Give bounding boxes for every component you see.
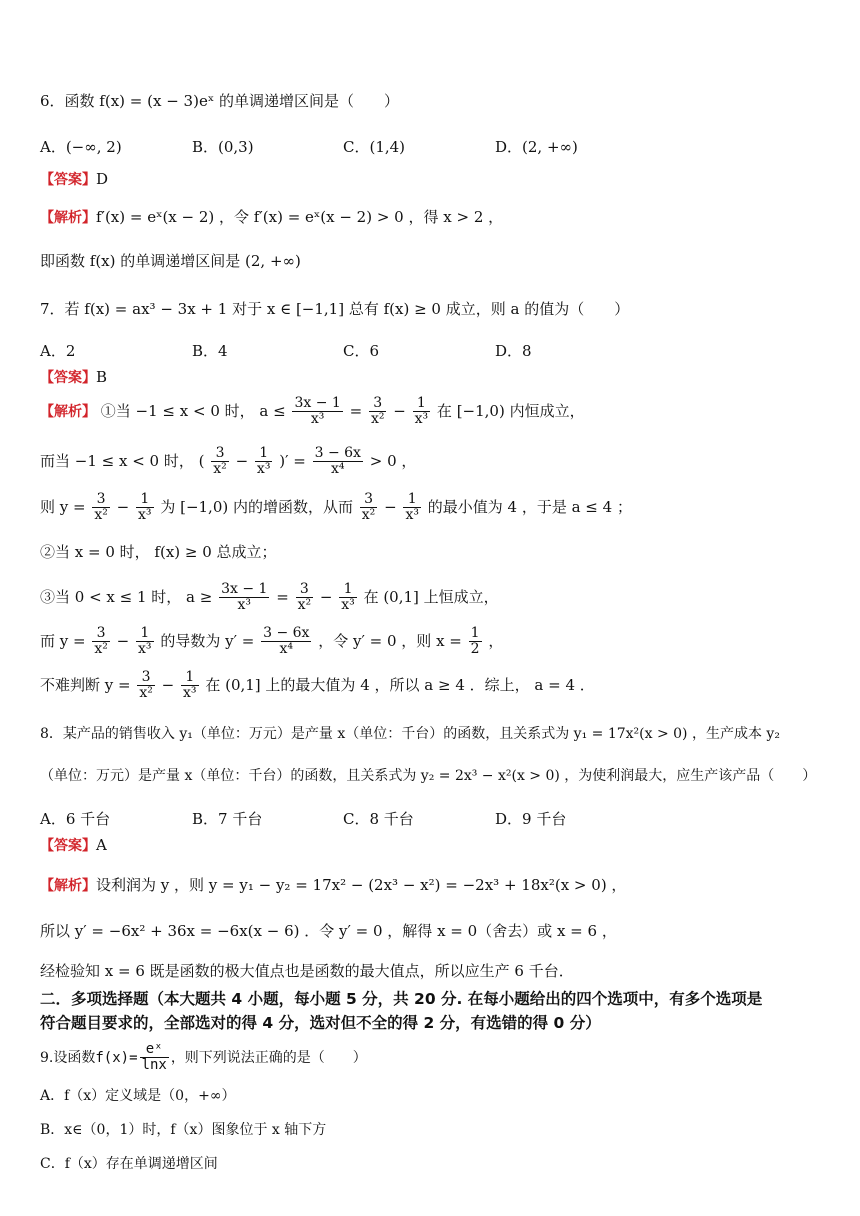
fraction: $\frac{1}{\text{x³}}$ <box>341 581 355 614</box>
q7-analysis-6: 而 y = $\frac{3}{\text{x²}}$ − $\frac{1}{\text{x³}}$ 的导数为 y′ = $\frac{3 - 6x}{\text{x⁴}}$ ，令 y′ = 0 ，则 x = $\frac{1}{2}$ ， <box>40 625 504 658</box>
q7-stem: 7．若 f(x) = ax³ − 3x + 1 对于 x ∈ [−1,1] 总有 f(x) ≥ 0 成立，则 a 的值为（ ） <box>40 300 630 318</box>
fraction: $\frac{1}{\text{x³}}$ <box>405 491 419 524</box>
q6-option-c: C．(1,4) <box>343 138 406 156</box>
q7-option-d: D．8 <box>495 342 532 360</box>
q6-analysis-1 <box>40 208 503 227</box>
q7-option-c: C．6 <box>343 342 380 360</box>
q6-option-a: A．(−∞, 2) <box>40 138 122 156</box>
q9-option-b: B．x∈（0，1）时，f（x）图象位于 x 轴下方 <box>40 1122 327 1138</box>
answer-tag: 【答案】 <box>40 172 96 188</box>
q6-stem: 6．函数 f(x) = (x − 3)eˣ 的单调递增区间是（ ） <box>40 92 399 110</box>
fraction: $\frac{1}{\text{x³}}$ <box>256 445 271 478</box>
q9-option-c: C．f（x）存在单调递增区间 <box>40 1156 218 1172</box>
fraction: $\frac{3}{\text{x²}}$ <box>370 395 385 428</box>
q9-option-a: A．f（x）定义域是（0，+∞） <box>40 1088 236 1104</box>
fraction: $\frac{3 - 6x}{\text{x⁴}}$ <box>263 625 310 658</box>
fraction: $\frac{3}{\text{x²}}$ <box>297 581 312 614</box>
fraction: $\frac{3}{\text{x²}}$ <box>139 669 153 702</box>
q7-option-b: B．4 <box>192 342 228 360</box>
fraction: $\frac{\text{eˣ}}{\ln x}$ <box>141 1041 167 1074</box>
q7-answer <box>40 368 107 387</box>
q7-analysis-1: 【解析】 ①当 −1 ≤ x < 0 时， a ≤ $\frac{3x - 1}{\text{x³}}$ = $\frac{3}{\text{x²}}$ − $\frac{1}{\text{x³}}$ 在 [−1,0) 内恒成立， <box>40 395 585 428</box>
q8-analysis-1 <box>40 876 626 895</box>
q6-analysis-text-1: f′(x) = eˣ(x − 2) ，令 f′(x) = eˣ(x − 2) > 0 ，得 x > 2 ， <box>96 208 504 226</box>
q8-option-d: D．9 千台 <box>495 810 567 828</box>
q6-option-b: B．(0,3) <box>192 138 254 156</box>
q8-stem-1: 8．某产品的销售收入 y₁（单位：万元）是产量 x（单位：千台）的函数，且关系式为 y₁ = 17x²(x > 0) ，生产成本 y₂ <box>40 726 780 742</box>
q7-analysis-2: 而当 −1 ≤ x < 0 时， ( $\frac{3}{\text{x²}}$ − $\frac{1}{\text{x³}}$ )′ = $\frac{3 - 6x}{\text{x⁴}}$ > 0 ， <box>40 445 417 478</box>
fraction: $\frac{3}{\text{x²}}$ <box>94 491 108 524</box>
text: ①当 −1 ≤ x < 0 时， a ≤ <box>100 401 286 420</box>
fraction: $\frac{3}{\text{x²}}$ <box>213 445 227 478</box>
section-heading-line-1: 二．多项选择题（本大题共 4 小题，每小题 5 分，共 20 分. 在每小题给出的四个选项中，有多个选项是 <box>40 990 763 1008</box>
fraction: $\frac{1}{\text{x³}}$ <box>138 491 152 524</box>
fraction: $\frac{3 - 6x}{\text{x⁴}}$ <box>314 445 361 478</box>
answer-tag: 【答案】 <box>40 370 96 386</box>
fraction: $\frac{3}{\text{x²}}$ <box>361 491 376 524</box>
q6-answer <box>40 170 108 189</box>
q8-analysis-text-1: 设利润为 y ，则 y = y₁ − y₂ = 17x² − (2x³ − x²) = −2x³ + 18x²(x > 0) ， <box>96 876 627 894</box>
q7-option-a: A．2 <box>40 342 76 360</box>
q8-option-c: C．8 千台 <box>343 810 414 828</box>
fraction: $\frac{1}{2}$ <box>470 625 480 658</box>
q8-option-a: A．6 千台 <box>40 810 111 828</box>
q6-analysis-2: 即函数 f(x) 的单调递增区间是 (2, +∞) <box>40 252 301 270</box>
fraction: $\frac{1}{\text{x³}}$ <box>414 395 429 428</box>
answer-value: D <box>96 170 109 188</box>
fraction: $\frac{3x - 1}{\text{x³}}$ <box>294 395 341 428</box>
q7-analysis-3: 则 y = $\frac{3}{\text{x²}}$ − $\frac{1}{\text{x³}}$ 为 [−1,0) 内的增函数，从而 $\frac{3}{\text{x²}}$ − $\frac{1}{\text{x³}}$ 的最小值为 4 ，于是 a ≤ 4 ； <box>40 491 632 524</box>
analysis-tag: 【解析】 <box>40 210 96 226</box>
q7-analysis-4: ②当 x = 0 时， f(x) ≥ 0 总成立； <box>40 543 277 561</box>
answer-tag: 【答案】 <box>40 838 96 854</box>
q8-analysis-3: 经检验知 x = 6 既是函数的极大值点也是函数的最大值点，所以应生产 6 千台． <box>40 962 574 980</box>
analysis-tag: 【解析】 <box>40 403 96 420</box>
q8-option-b: B．7 千台 <box>192 810 263 828</box>
q6-option-d: D．(2, +∞) <box>495 138 578 156</box>
q7-analysis-7: 不难判断 y = $\frac{3}{\text{x²}}$ − $\frac{1}{\text{x³}}$ 在 (0,1] 上的最大值为 4 ，所以 a ≥ 4 ．综上， a = 4 ． <box>40 669 595 702</box>
q7-analysis-5: ③当 0 < x ≤ 1 时， a ≥ $\frac{3x - 1}{\text{x³}}$ = $\frac{3}{\text{x²}}$ − $\frac{1}{\text{x³}}$ 在 (0,1] 上恒成立， <box>40 581 499 614</box>
q8-stem-2: （单位：万元）是产量 x（单位：千台）的函数，且关系式为 y₂ = 2x³ − x²(x > 0) ，为使利润最大，应生产该产品（ ） <box>40 768 817 784</box>
analysis-tag: 【解析】 <box>40 878 96 894</box>
answer-value: A <box>96 836 107 854</box>
q9-stem: 9.设函数f(x)= $\frac{\text{eˣ}}{\ln x}$ ，则下列说法正确的是（ ） <box>40 1041 367 1074</box>
fraction: $\frac{1}{\text{x³}}$ <box>183 669 197 702</box>
section-heading-line-2: 符合题目要求的，全部选对的得 4 分，选对但不全的得 2 分，有选错的得 0 分） <box>40 1014 601 1032</box>
fraction: $\frac{3x - 1}{\text{x³}}$ <box>221 581 268 614</box>
fraction: $\frac{1}{\text{x³}}$ <box>138 625 152 658</box>
q8-answer <box>40 836 107 855</box>
fraction: $\frac{3}{\text{x²}}$ <box>94 625 108 658</box>
q8-analysis-2: 所以 y′ = −6x² + 36x = −6x(x − 6) ．令 y′ = 0 ，解得 x = 0（舍去）或 x = 6 ， <box>40 922 617 940</box>
answer-value: B <box>96 368 108 386</box>
